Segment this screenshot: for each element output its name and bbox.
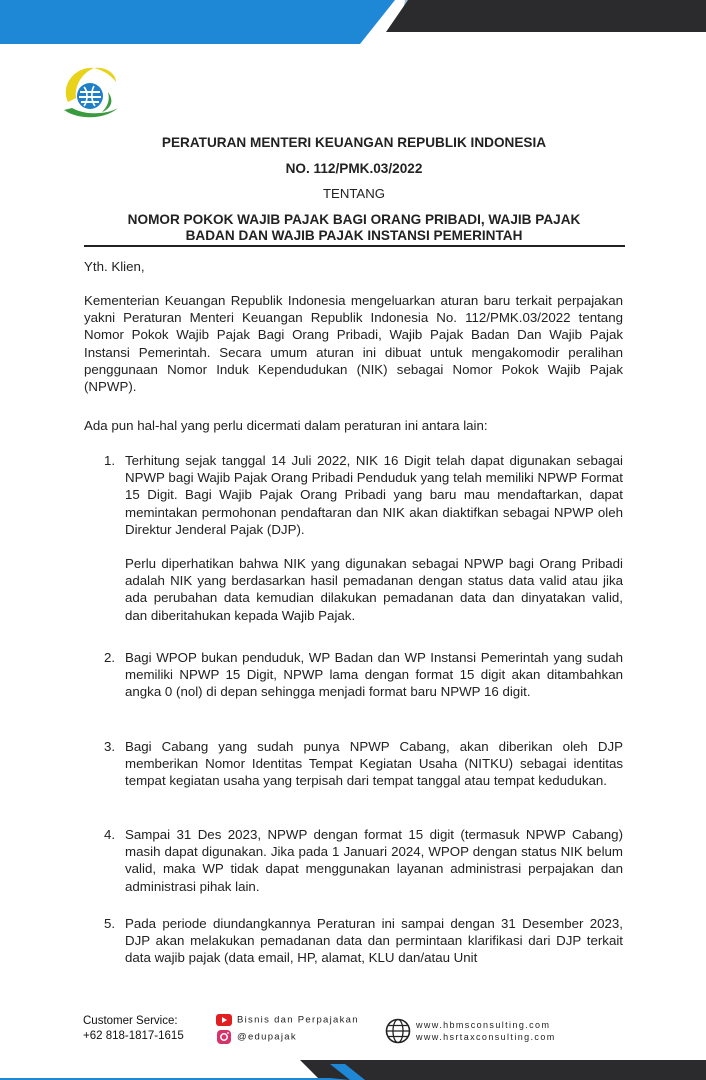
list-item-text: Bagi Cabang yang sudah punya NPWP Cabang, akan diberikan oleh DJP memberikan Nomor Identitas Tempat Kegiatan Usaha (NITKU) sebagai identitas tempat kegiatan usaha yang terpisah dari tempat tanggal atau tempat kedudukan.: [125, 739, 623, 789]
greeting: Yth. Klien,: [84, 259, 145, 274]
list-item-number: 5.: [104, 916, 116, 931]
youtube-link[interactable]: [216, 1013, 359, 1027]
list-lead: Ada pun hal-hal yang perlu dicermati dalam peraturan ini antara lain:: [84, 418, 488, 433]
customer-service-phone[interactable]: +62 818-1817-1615: [83, 1030, 184, 1042]
list-item: [104, 649, 623, 701]
list-item: [104, 452, 623, 624]
list-item: [104, 915, 623, 967]
regulation-title: PERATURAN MENTERI KEUANGAN REPUBLIK INDONESIA: [161, 135, 547, 150]
instagram-link[interactable]: [216, 1030, 297, 1044]
list-item-text: Sampai 31 Des 2023, NPWP dengan format 15 digit (termasuk NPWP Cabang) masih dapat digunakan. Jika pada 1 Januari 2024, WPOP dengan status NIK belum valid, maka WP tidak dapat menggunakan layanan administrasi perpajakan dan administrasi pihak lain.: [125, 827, 623, 894]
regulation-number: NO. 112/PMK.03/2022: [285, 161, 423, 176]
list-item: [104, 738, 623, 790]
list-item-text: Pada periode diundangkannya Peraturan ini sampai dengan 31 Desember 2023, DJP akan melakukan pemadanan data dan permintaan klarifikasi dari DJP terkait data wajib pajak (data email, HP, alamat, KLU dan/atau Unit: [125, 916, 623, 966]
company-logo: [58, 62, 122, 120]
youtube-channel: Bisnis dan Perpajakan: [237, 1014, 359, 1026]
instagram-handle: @edupajak: [237, 1031, 297, 1043]
customer-service: [83, 1014, 184, 1044]
list-item-number: 1.: [104, 453, 116, 468]
list-item-number: 3.: [104, 739, 116, 754]
regulation-about: TENTANG: [322, 186, 386, 201]
footer-band: [0, 1050, 706, 1080]
website-link-hsr[interactable]: www.hsrtaxconsulting.com: [416, 1032, 556, 1042]
website-link-hbms[interactable]: www.hbmsconsulting.com: [416, 1020, 551, 1030]
globe-icon: [385, 1018, 411, 1044]
regulation-subject: [84, 212, 624, 244]
regulation-subject-line1: NOMOR POKOK WAJIB PAJAK BAGI ORANG PRIBADI, WAJIB PAJAK: [127, 212, 581, 227]
title-divider: [84, 245, 625, 247]
list-item-number: 2.: [104, 650, 116, 665]
list-item-text: Terhitung sejak tanggal 14 Juli 2022, NIK 16 Digit telah dapat digunakan sebagai NPWP bagi Wajib Pajak Orang Pribadi Penduduk yang telah memiliki NPWP Format 15 Digit. Bagi Wajib Pajak Orang Pribadi yang baru mau mendaftarkan, dapat memintakan permohonan pendaftaran dan NIK akan diaktifkan sebagai NPWP oleh Direktur Jenderal Pajak (DJP).: [125, 453, 623, 537]
list-item-number: 4.: [104, 827, 116, 842]
customer-service-label: Customer Service:: [83, 1015, 178, 1027]
youtube-icon: [216, 1013, 232, 1027]
regulation-subject-line2: BADAN DAN WAJIB PAJAK INSTANSI PEMERINTAH: [185, 228, 523, 243]
list-item-note: Perlu diperhatikan bahwa NIK yang digunakan sebagai NPWP bagi Orang Pribadi adalah NIK yang berdasarkan hasil pemadanan dengan status data valid atau jika ada perubahan data kemudian dilakukan pemadanan data dan dinyatakan valid, dan diberitahukan kepada Wajib Pajak.: [125, 556, 623, 623]
instagram-icon: [216, 1030, 232, 1044]
list-item: [104, 826, 623, 895]
header-band: [0, 0, 706, 44]
intro-paragraph: Kementerian Keuangan Republik Indonesia mengeluarkan aturan baru terkait perpajakan yakni Peraturan Menteri Keuangan Republik Indonesia No. 112/PMK.03/2022 tentang Nomor Pokok Wajib Pajak Bagi Orang Pribadi, Wajib Pajak Badan Dan Wajib Pajak Instansi Pemerintah. Secara umum aturan ini dibuat untuk mengakomodir peralihan penggunaan Nomor Induk Kependudukan (NIK) sebagai Nomor Pokok Wajib Pajak (NPWP).: [84, 293, 623, 395]
list-item-text: Bagi WPOP bukan penduduk, WP Badan dan WP Instansi Pemerintah yang sudah memiliki NPWP 15 Digit, NPWP lama dengan format 15 digit akan ditambahkan angka 0 (nol) di depan sehingga menjadi format baru NPWP 16 digit.: [125, 650, 623, 700]
